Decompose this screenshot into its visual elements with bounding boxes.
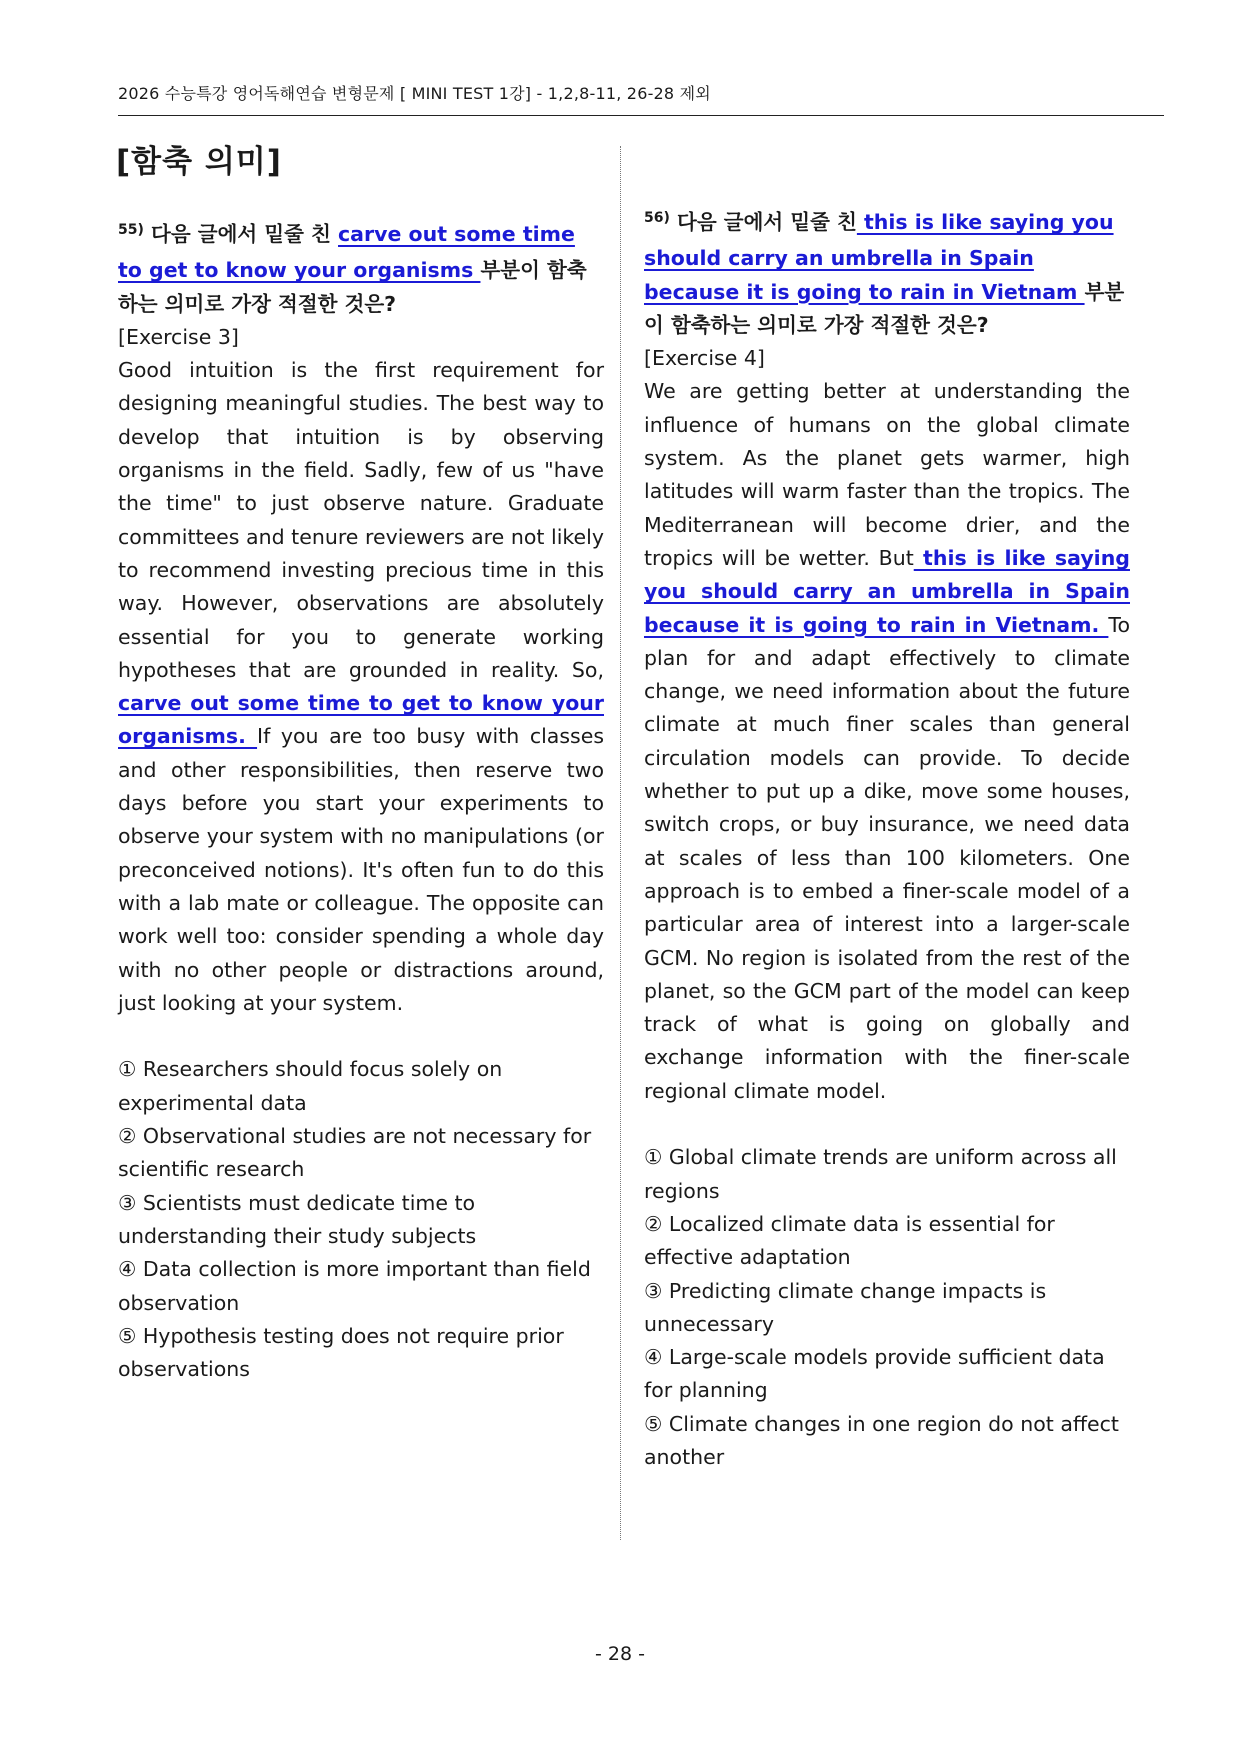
question-56-passage bbox=[644, 375, 1130, 1108]
question-56-prompt-tail: 부분이 함축하는 의미로 가장 적절한 것은? bbox=[644, 279, 1125, 337]
question-55-choices bbox=[118, 1053, 604, 1386]
question-56-prompt bbox=[644, 206, 1130, 342]
header-divider bbox=[118, 115, 1164, 116]
question-55-passage-lead: Good intuition is the first requirement for designing meaningful studies. The best way to develop that intuition is by observing organisms in the field. Sadly, few of us "have the time" to just observe nature. Graduate committees and tenure reviewers are not likely to recommend investing precious time in this way. However, observations are absolutely essential for you to generate working hypotheses that are grounded in reality. So, bbox=[118, 358, 604, 682]
question-55-passage bbox=[118, 354, 604, 1020]
question-55-prompt-tail: 부분이 함축하는 의미로 가장 적절한 것은? bbox=[118, 258, 587, 316]
page-number: - 28 - bbox=[595, 1643, 645, 1665]
choice-1[interactable]: ① Global climate trends are uniform across all regions bbox=[644, 1145, 1117, 1203]
choice-3[interactable]: ③ Scientists must dedicate time to understanding their study subjects bbox=[118, 1190, 477, 1248]
question-56-prompt-lead: 다음 글에서 밑줄 친 bbox=[677, 210, 857, 234]
section-title: [함축 의미] bbox=[116, 144, 282, 180]
page-header: 2026 수능특강 영어독해연습 변형문제 [ MINI TEST 1강] - 1,2,8-11, 26-28 제외 bbox=[118, 84, 711, 103]
choice-5[interactable]: ⑤ Hypothesis testing does not require prior observations bbox=[118, 1323, 564, 1382]
question-56-passage-underlined: this is like saying you should carry an umbrella in Spain because it is going to rain in Vietnam. bbox=[644, 545, 1130, 637]
choice-3[interactable]: ③ Predicting climate change impacts is unnecessary bbox=[644, 1278, 1047, 1336]
spacer bbox=[118, 1020, 604, 1053]
choice-4[interactable]: ④ Large-scale models provide sufficient data for planning bbox=[644, 1345, 1105, 1403]
choice-2[interactable]: ② Observational studies are not necessary for scientific research bbox=[118, 1124, 592, 1182]
question-55-prompt-underlined: carve out some time to get to know your organisms bbox=[118, 222, 575, 283]
question-55-number: 55) bbox=[118, 222, 144, 238]
choice-1[interactable]: ① Researchers should focus solely on experimental data bbox=[118, 1057, 503, 1115]
question-56-prompt-underlined: this is like saying you should carry an umbrella in Spain because it is going to rain in Vietnam bbox=[644, 210, 1114, 304]
choice-4[interactable]: ④ Data collection is more important than field observation bbox=[118, 1257, 591, 1315]
question-55-passage-underlined: carve out some time to get to know your organisms. bbox=[118, 691, 604, 749]
question-56-exercise-label: [Exercise 4] bbox=[644, 346, 765, 371]
question-55-exercise-label: [Exercise 3] bbox=[118, 324, 239, 349]
choice-5[interactable]: ⑤ Climate changes in one region do not affect another bbox=[644, 1411, 1119, 1469]
question-55-prompt-lead: 다음 글에서 밑줄 친 bbox=[151, 222, 339, 246]
spacer bbox=[644, 1108, 1130, 1141]
question-56-passage-lead: We are getting better at understanding the influence of humans on the global climate system. As the planet gets warmer, high latitudes will warm faster than the tropics. The Mediterranean will become drier, and the tropics will be wetter. But bbox=[644, 379, 1130, 570]
question-56-choices bbox=[644, 1141, 1130, 1474]
question-56-number: 56) bbox=[644, 210, 670, 226]
question-56 bbox=[644, 206, 1130, 1474]
question-55-passage-tail: If you are too busy with classes and other responsibilities, then reserve two days before you start your experiments to observe your system with no manipulations (or preconceived notions). It's often fun to do this with a lab mate or colleague. The opposite can work well too: consider spending a whole day with no other people or distractions around, just looking at your system. bbox=[118, 724, 605, 1015]
question-55 bbox=[118, 218, 604, 1386]
choice-2[interactable]: ② Localized climate data is essential for effective adaptation bbox=[644, 1211, 1055, 1270]
question-55-prompt bbox=[118, 218, 604, 321]
question-56-passage-tail: To plan for and adapt effectively to climate change, we need information about the future climate at much finer scales than general circulation models can provide. To decide whether to put up a dike, move some houses, switch crops, or buy insurance, we need data at scales of less than 100 kilometers. One approach is to embed a finer-scale model of a particular area of interest into a larger-scale GCM. No region is isolated from the rest of the planet, so the GCM part of the model can keep track of what is going on globally and exchange information with the finer-scale regional climate model. bbox=[644, 612, 1130, 1103]
column-divider bbox=[620, 146, 621, 1540]
